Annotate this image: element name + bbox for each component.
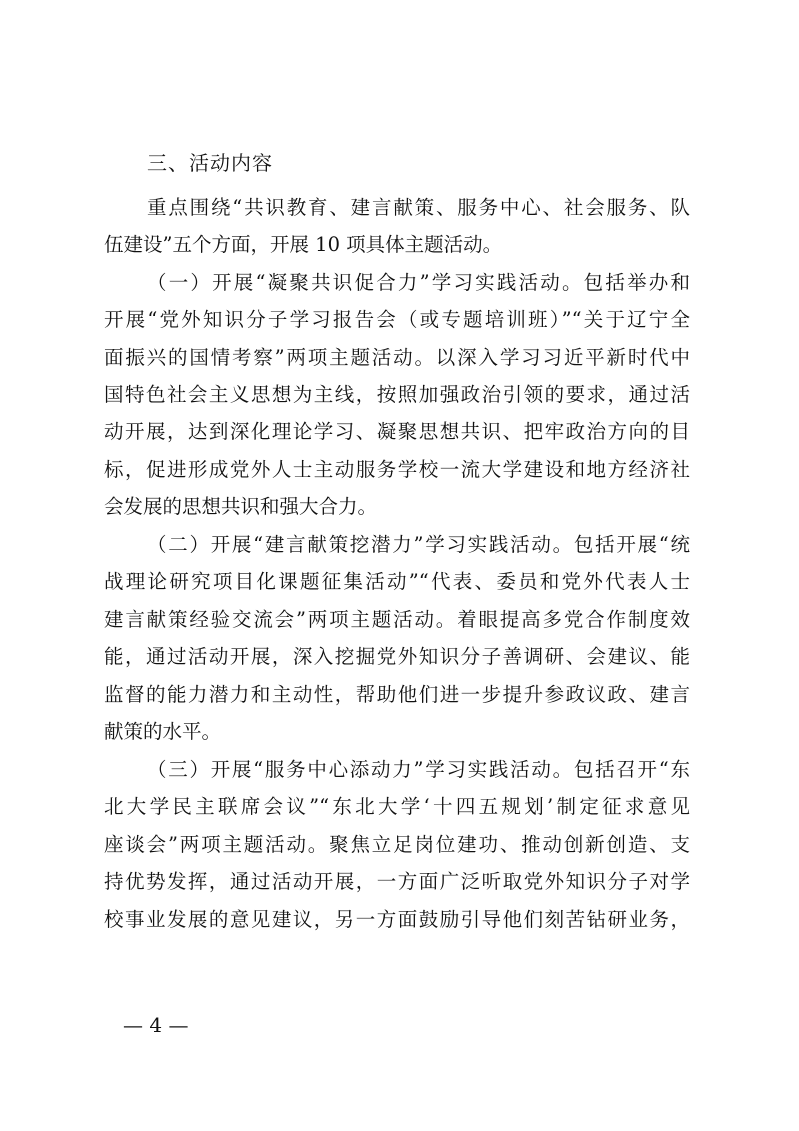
paragraph-line: 重点围绕“共识教育、建言献策、服务中心、社会服务、队 xyxy=(147,196,690,219)
paragraph-line: 开展“党外知识分子学习报告会（或专题培训班）”“关于辽宁全 xyxy=(104,308,690,331)
paragraph-line: 伍建设”五个方面，开展 10 项具体主题活动。 xyxy=(104,233,503,256)
section-heading: 三、活动内容 xyxy=(147,151,273,175)
paragraph-line: 能，通过活动开展，深入挖掘党外知识分子善调研、会建议、能 xyxy=(104,645,690,668)
paragraph-line: 战理论研究项目化课题征集活动”“代表、委员和党外代表人士 xyxy=(104,570,690,593)
page-number: — 4 — xyxy=(123,1013,189,1037)
paragraph-line: 北大学民主联席会议”“东北大学‘十四五规划’制定征求意见 xyxy=(104,795,690,818)
paragraph-line: 监督的能力潜力和主动性，帮助他们进一步提升参政议政、建言 xyxy=(104,683,690,706)
paragraph-line: 建言献策经验交流会”两项主题活动。着眼提高多党合作制度效 xyxy=(104,608,690,631)
paragraph-line: 国特色社会主义思想为主线，按照加强政治引领的要求，通过活 xyxy=(104,383,690,406)
paragraph-line: 持优势发挥，通过活动开展，一方面广泛听取党外知识分子对学 xyxy=(104,870,690,893)
paragraph-line: （一）开展“凝聚共识促合力”学习实践活动。包括举办和 xyxy=(147,271,690,294)
paragraph-line: 标，促进形成党外人士主动服务学校一流大学建设和地方经济社 xyxy=(104,458,690,481)
paragraph-line: （三）开展“服务中心添动力”学习实践活动。包括召开“东 xyxy=(147,758,690,781)
paragraph-line: 座谈会”两项主题活动。聚焦立足岗位建功、推动创新创造、支 xyxy=(104,833,690,856)
paragraph-line: 献策的水平。 xyxy=(104,720,222,743)
paragraph-line: 动开展，达到深化理论学习、凝聚思想共识、把牢政治方向的目 xyxy=(104,420,690,443)
paragraph-line: 校事业发展的意见建议，另一方面鼓励引导他们刻苦钻研业务， xyxy=(104,908,690,931)
paragraph-line: 面振兴的国情考察”两项主题活动。以深入学习习近平新时代中 xyxy=(104,346,690,369)
paragraph-line: 会发展的思想共识和强大合力。 xyxy=(104,495,378,518)
paragraph-line: （二）开展“建言献策挖潜力”学习实践活动。包括开展“统 xyxy=(147,533,690,556)
